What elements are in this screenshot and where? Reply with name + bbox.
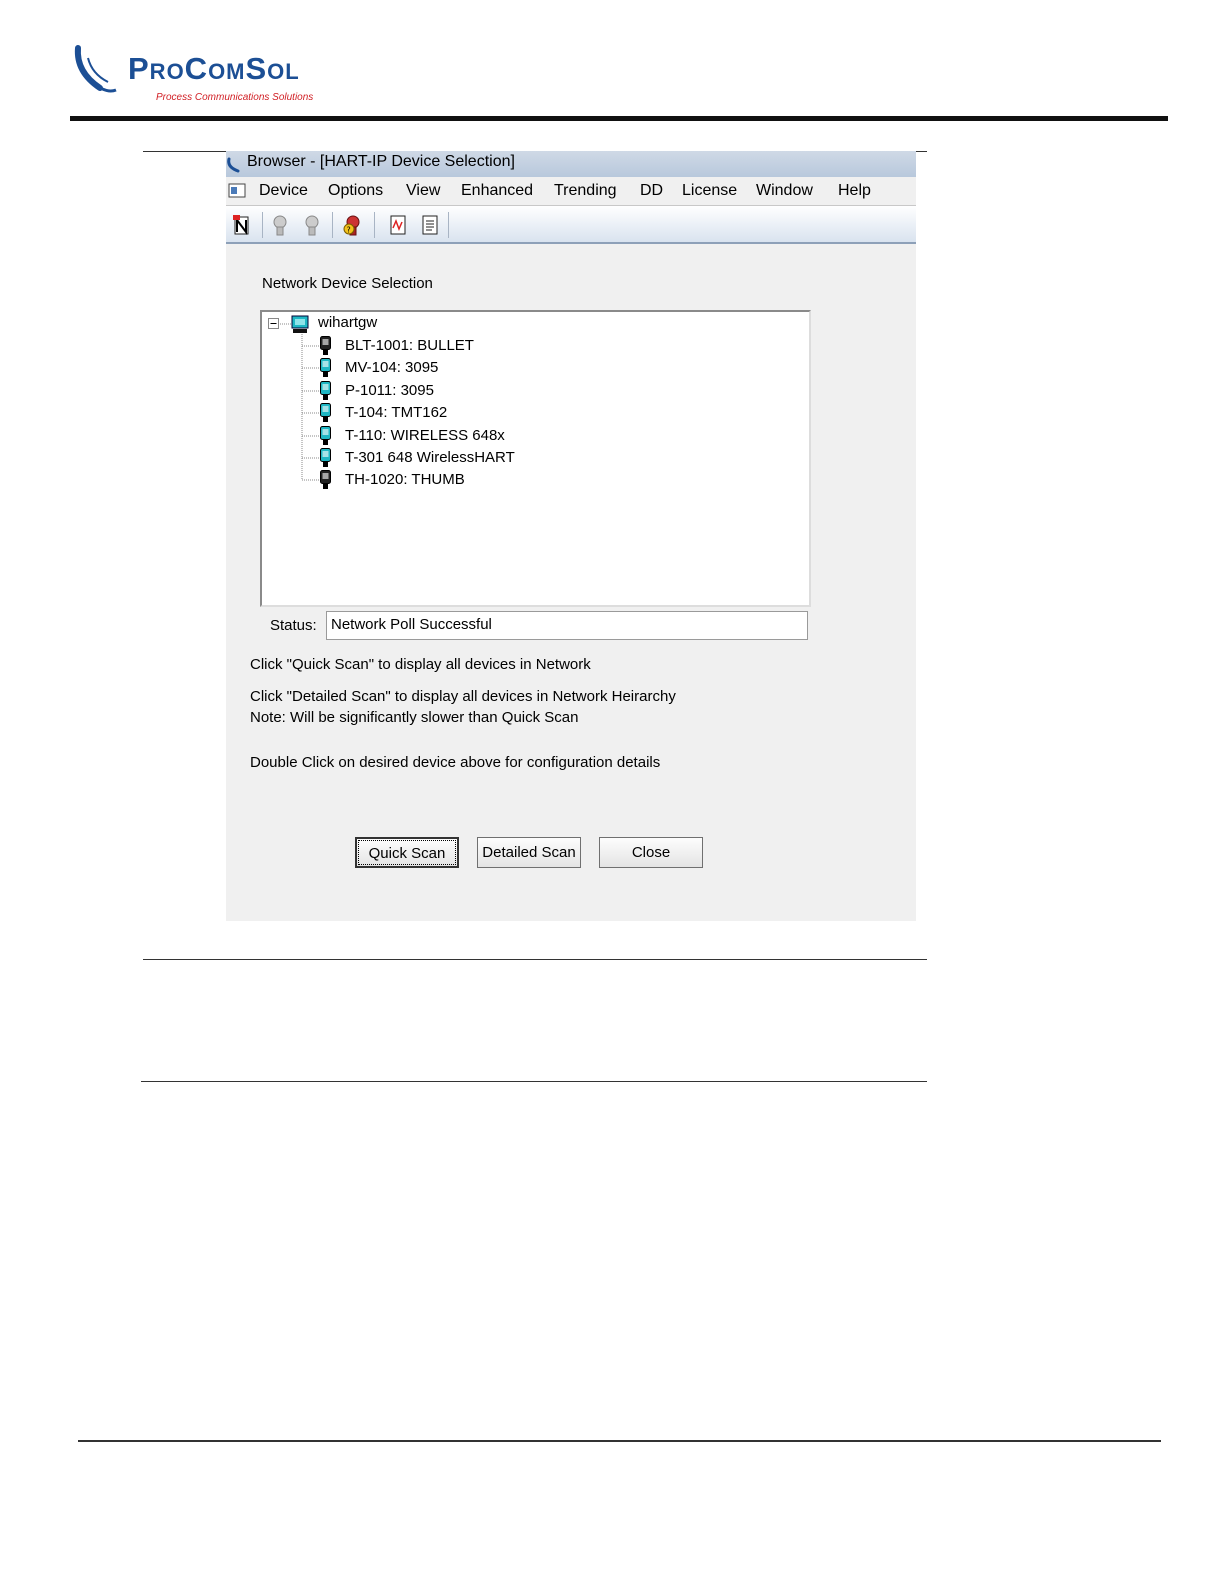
toolbar [226, 206, 916, 244]
toolbar-separator [448, 212, 449, 238]
brand-tagline: Process Communications Solutions [156, 92, 314, 103]
browser-window [226, 151, 916, 921]
network-icon[interactable] [232, 214, 252, 236]
menu-dd[interactable]: DD [640, 182, 664, 199]
menu-window[interactable]: Window [756, 182, 813, 199]
device-icon [320, 403, 331, 423]
menu-options[interactable]: Options [328, 182, 384, 199]
toolbar-separator [332, 212, 333, 238]
status-value: Network Poll Successful [331, 616, 492, 633]
trend-icon[interactable] [388, 214, 408, 236]
window-title: Browser - [HART-IP Device Selection] [247, 153, 515, 170]
device-item[interactable]: T-104: TMT162 [345, 404, 448, 422]
device-tree[interactable] [260, 310, 811, 607]
device-icon [320, 470, 331, 490]
gateway-icon [290, 314, 310, 334]
device-icon [320, 381, 331, 401]
brand-name: ProComSol [128, 51, 300, 86]
title-bar[interactable] [226, 151, 916, 177]
header-rule [70, 116, 1168, 121]
device-disabled-icon[interactable] [270, 214, 290, 236]
section-label: Network Device Selection [262, 275, 433, 292]
menu-bar [226, 178, 916, 206]
menu-view[interactable]: View [406, 182, 441, 199]
collapse-icon[interactable] [268, 318, 279, 329]
tree-root-label[interactable]: wihartgw [318, 314, 378, 331]
detailed-scan-instruction: Click "Detailed Scan" to display all devices in Network Heirarchy [250, 688, 676, 705]
close-button[interactable]: Close [599, 837, 703, 868]
quick-scan-button[interactable]: Quick Scan [355, 837, 459, 868]
menu-enhanced[interactable]: Enhanced [461, 182, 534, 199]
report-icon[interactable] [420, 214, 440, 236]
device-disabled-icon[interactable] [302, 214, 322, 236]
device-item[interactable]: P-1011: 3095 [345, 381, 434, 399]
toolbar-separator [262, 212, 263, 238]
menu-trending[interactable]: Trending [554, 182, 617, 199]
status-label: Status: [270, 617, 317, 634]
status-field [326, 611, 808, 640]
double-click-instruction: Double Click on desired device above for configuration details [250, 754, 661, 771]
quick-scan-instruction: Click "Quick Scan" to display all devices in Network [250, 656, 591, 673]
toolbar-separator [374, 212, 375, 238]
mdi-document-icon[interactable] [228, 182, 248, 200]
device-item[interactable]: TH-1020: THUMB [345, 471, 465, 489]
slower-note: Note: Will be significantly slower than Quick Scan [250, 709, 579, 726]
device-item[interactable]: MV-104: 3095 [345, 359, 439, 377]
menu-license[interactable]: License [682, 182, 738, 199]
svg-text:?: ? [346, 225, 351, 235]
device-icon [320, 358, 331, 378]
menu-help[interactable]: Help [838, 182, 871, 199]
menu-device[interactable]: Device [259, 182, 308, 199]
device-item[interactable]: T-110: WIRELESS 648x [345, 426, 505, 444]
detailed-scan-button[interactable]: Detailed Scan [477, 837, 581, 868]
footer-rule [78, 1440, 1161, 1442]
device-icon [320, 448, 331, 468]
device-item[interactable]: T-301 648 WirelessHART [345, 449, 515, 466]
device-icon [320, 336, 331, 356]
device-icon [320, 426, 331, 446]
device-item[interactable]: BLT-1001: BULLET [345, 337, 474, 354]
device-help-icon[interactable] [342, 214, 362, 236]
figure-bottom-rule [143, 959, 927, 960]
section-rule [141, 1081, 927, 1082]
app-phone-icon [226, 157, 242, 173]
